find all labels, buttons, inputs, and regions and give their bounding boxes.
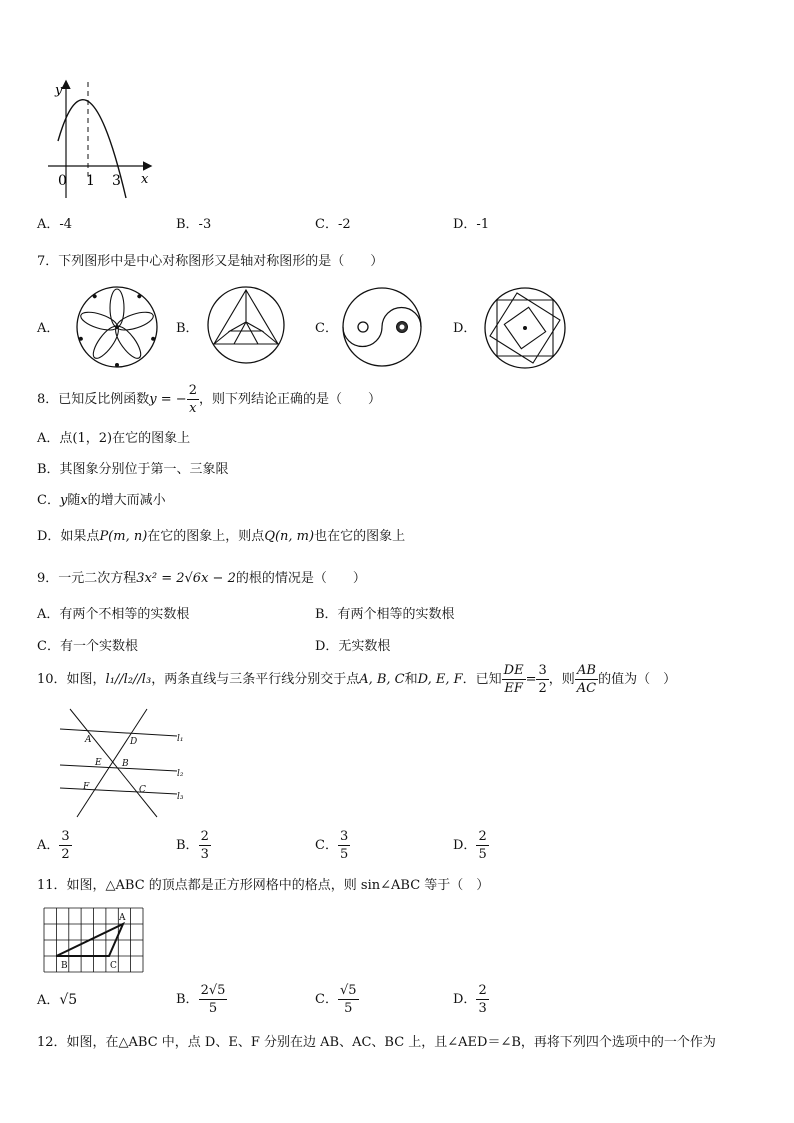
q9-option-d[interactable]: D．无实数根 [315,639,391,654]
q11-d-den: 3 [478,1001,487,1016]
fig10-label-b: B [122,759,129,769]
q11-b-den: 5 [208,1001,218,1016]
q8-c-post: 的增大而减小 [87,493,166,508]
q10-eq: = [525,672,537,687]
q10-option-b[interactable] [176,826,211,866]
q9-eq: 3x² = 2√6x − 2 [136,571,236,586]
q8-c-pre: C． [37,493,60,508]
q7-figure-b [205,284,287,366]
q8-option-c[interactable] [37,489,166,508]
q10-option-c[interactable] [315,826,350,866]
q10-lines: l₁//l₂//l₃ [105,672,152,687]
q10-b-den: 3 [200,847,209,862]
q11-option-d[interactable] [453,980,489,1020]
q10-b-frac [199,830,211,861]
q7-figure-c [340,285,424,369]
q10-frac-3-2 [536,664,548,695]
fig10-label-a: A [85,735,92,745]
q8-c-x: x [80,493,88,508]
q9-option-c[interactable]: C．有一个实数根 [37,639,138,654]
q9-lead: 9．一元二次方程 [37,571,137,586]
q10-c-label: C． [315,838,338,853]
q11-d-frac [476,984,488,1015]
q10-f2-num: 3 [538,663,547,678]
q8-d-post: 也在它的图象上 [314,529,406,544]
q10-p1: A, B, C [359,672,405,687]
q9-stem [37,567,366,586]
q10-b-num: 2 [200,829,209,844]
q10-a-den: 2 [61,847,70,862]
tick-3-label: 3 [112,173,121,189]
q8-tail: ，则下列结论正确的是（ ） [198,392,381,407]
q8-option-b[interactable]: B．其图象分别位于第一、三象限 [37,462,229,477]
fig11-label-b: B [61,961,68,971]
q11-text: 11．如图，△ABC 的顶点都是正方形网格中的格点，则 sin∠ABC 等于（ ） [37,878,490,893]
q7-option-d[interactable]: D． [453,321,477,336]
q9-option-a[interactable]: A．有两个不相等的实数根 [37,607,190,622]
q8-frac-num: 2 [188,383,197,398]
q10-c-frac [338,830,350,861]
q11-b-num: 2√5 [200,983,226,998]
q10-f1-num: DE [503,663,524,678]
q11-option-b[interactable] [176,980,227,1020]
q11-b-label: B． [176,992,199,1007]
q8-c-y: y [59,493,68,508]
q6-option-a[interactable]: A．-4 [37,217,73,232]
q10-p2: D, E, F [417,672,463,687]
q11-c-frac [338,984,359,1015]
q7-text: 7．下列图形中是中心对称图形又是轴对称图形的是（ ） [37,254,384,269]
q11-c-den: 5 [344,1001,353,1016]
origin-label: 0 [58,173,67,189]
q7-option-a[interactable]: A． [37,321,60,336]
q8-d-p: P(m, n) [99,529,148,544]
q11-d-num: 2 [478,983,487,998]
x-label: x [141,172,149,187]
fig10-label-c: C [139,785,146,795]
q10-lead: 10．如图， [37,672,106,687]
q10-d-label: D． [453,838,477,853]
q6-option-b[interactable]: B．-3 [176,217,212,232]
fig10-label-e: E [95,758,102,768]
q11-option-a[interactable] [37,980,77,1020]
q11-grid-figure [43,907,145,973]
q8-option-d[interactable] [37,525,405,544]
q10-d-frac [476,830,488,861]
q10-figure [55,705,190,820]
q10-stem [37,660,676,700]
q10-a-frac [59,830,71,861]
q10-a-num: 3 [61,829,70,844]
fig10-label-l1: l₁ [177,734,184,744]
q9-tail: 的根的情况是（ ） [235,571,366,586]
q11-option-c[interactable] [315,980,359,1020]
q12-text: 12．如图，在△ABC 中，点 D、E、F 分别在边 AB、AC、BC 上，且∠AED＝∠B，再将下列四个选项中的一个作为 [37,1035,716,1050]
fig10-label-d: D [130,737,138,747]
q8-eq: y = − [149,392,187,407]
q11-c-label: C． [315,992,338,1007]
q10-d-den: 5 [478,847,487,862]
q11-b-frac [199,984,228,1015]
q10-f2-den: 2 [538,681,547,696]
q10-then: ，则 [548,672,575,687]
parabola-graph [40,76,160,202]
q10-f1-den: EF [504,681,523,696]
q10-c-den: 5 [339,847,349,862]
q8-d-q: Q(n, m) [264,529,315,544]
q10-f3-den: AC [576,681,597,696]
q11-a-value: √5 [59,992,78,1008]
q10-tail: 的值为（ ） [598,672,677,687]
tick-1-label: 1 [86,173,95,189]
fig10-label-f: F [83,782,90,792]
y-label: y [55,83,63,98]
q10-option-a[interactable] [37,826,72,866]
fig11-label-c: C [110,961,117,971]
q8-frac-den: x [189,401,197,416]
q11-c-num: √5 [339,983,357,998]
fig10-label-l3: l₃ [177,792,184,802]
q7-figure-a [74,284,160,370]
q10-option-d[interactable] [453,826,489,866]
fig10-label-l2: l₂ [177,769,184,779]
q9-option-b[interactable]: B．有两个相等的实数根 [315,607,455,622]
q10-frac-ab-ac [575,664,598,695]
q10-d-num: 2 [478,829,487,844]
q10-and: 和 [404,672,418,687]
q10-c-num: 3 [339,829,349,844]
q6-option-d[interactable]: D．-1 [453,217,490,232]
q6-option-c[interactable]: C．-2 [315,217,351,232]
fig11-label-a: A [119,913,126,923]
q10-frac-de-ef [502,664,526,695]
q10-know: ．已知 [462,672,502,687]
q10-a-label: A． [37,838,60,853]
q8-d-mid: 在它的图象上，则点 [147,529,265,544]
q7-figure-d [482,285,568,371]
q11-a-label: A． [37,993,60,1008]
q8-d-pre: D．如果点 [37,529,100,544]
q10-b-label: B． [176,838,199,853]
q8-fraction [187,384,199,415]
q7-option-b[interactable]: B． [176,321,199,336]
q10-f3-num: AB [575,664,598,680]
q10-mid: ，两条直线与三条平行线分别交于点 [151,672,360,687]
q8-stem [37,382,381,418]
q7-option-c[interactable]: C． [315,321,338,336]
q8-option-a[interactable]: A．点(1，2)在它的图象上 [37,431,191,446]
q11-d-label: D． [453,992,477,1007]
q8-c-mid: 随 [67,493,81,508]
q8-lead: 8．已知反比例函数 [37,392,150,407]
